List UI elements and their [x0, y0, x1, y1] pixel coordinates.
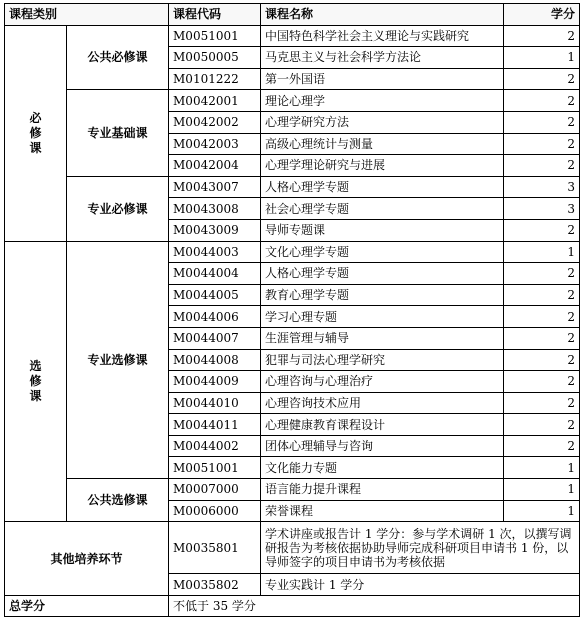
course-code: M0044002	[169, 435, 261, 457]
course-requirement: 专业实践计 1 学分	[261, 574, 580, 596]
course-name: 心理健康教育课程设计	[261, 414, 504, 436]
course-name: 人格心理学专题	[261, 263, 504, 285]
course-name: 高级心理统计与测量	[261, 133, 504, 155]
course-credit: 3	[504, 176, 580, 198]
course-credit: 1	[504, 47, 580, 69]
course-code: M0044005	[169, 284, 261, 306]
course-name: 人格心理学专题	[261, 176, 504, 198]
table-header-row	[5, 4, 580, 26]
course-name: 马克思主义与社会科学方法论	[261, 47, 504, 69]
course-credit: 1	[504, 457, 580, 479]
subgroup-public-elective: 公共选修课	[67, 479, 169, 522]
column-header-code: 课程代码	[169, 4, 261, 26]
course-name: 心理学研究方法	[261, 111, 504, 133]
course-code: M0042003	[169, 133, 261, 155]
course-credit: 2	[504, 435, 580, 457]
course-name: 生涯管理与辅导	[261, 327, 504, 349]
course-code: M0051001	[169, 25, 261, 47]
column-header-category: 课程类别	[5, 4, 169, 26]
table-row	[5, 25, 580, 47]
course-code: M0043009	[169, 219, 261, 241]
group-required: 必修课	[5, 25, 67, 241]
column-header-name: 课程名称	[261, 4, 504, 26]
course-name: 心理学理论研究与进展	[261, 155, 504, 177]
course-credit: 2	[504, 284, 580, 306]
course-code: M0051001	[169, 457, 261, 479]
course-credit: 2	[504, 155, 580, 177]
course-name: 第一外国语	[261, 68, 504, 90]
course-code: M0044004	[169, 263, 261, 285]
course-code: M0044003	[169, 241, 261, 263]
course-code: M0050005	[169, 47, 261, 69]
course-code: M0042004	[169, 155, 261, 177]
course-code: M0035801	[169, 522, 261, 574]
table-row	[5, 522, 580, 574]
course-name: 心理咨询技术应用	[261, 392, 504, 414]
course-credit: 2	[504, 263, 580, 285]
course-name: 团体心理辅导与咨询	[261, 435, 504, 457]
table-row	[5, 176, 580, 198]
table-row	[5, 595, 580, 617]
course-credit: 1	[504, 479, 580, 501]
course-credit: 2	[504, 219, 580, 241]
course-code: M0044008	[169, 349, 261, 371]
course-name: 文化心理学专题	[261, 241, 504, 263]
course-code: M0007000	[169, 479, 261, 501]
course-credit: 2	[504, 371, 580, 393]
course-name: 语言能力提升课程	[261, 479, 504, 501]
course-name: 文化能力专题	[261, 457, 504, 479]
course-name: 学习心理专题	[261, 306, 504, 328]
subgroup-major-elective: 专业选修课	[67, 241, 169, 479]
course-credit: 2	[504, 111, 580, 133]
course-code: M0044010	[169, 392, 261, 414]
course-code: M0043007	[169, 176, 261, 198]
course-credit: 2	[504, 327, 580, 349]
group-elective: 选修课	[5, 241, 67, 522]
other-training-label: 其他培养环节	[5, 522, 169, 596]
course-credit: 2	[504, 133, 580, 155]
course-credit: 2	[504, 90, 580, 112]
course-name: 社会心理学专题	[261, 198, 504, 220]
course-name: 理论心理学	[261, 90, 504, 112]
course-code: M0044006	[169, 306, 261, 328]
course-credit: 2	[504, 414, 580, 436]
total-credits-value: 不低于 35 学分	[169, 595, 580, 617]
course-name: 荣誉课程	[261, 500, 504, 522]
course-code: M0044007	[169, 327, 261, 349]
course-code: M0044011	[169, 414, 261, 436]
course-requirement: 学术讲座或报告计 1 学分：参与学术调研 1 次，以撰写调研报告为考核依据协助导师完成科研项目申请书 1 份，以导师签字的项目申请书为考核依据	[261, 522, 580, 574]
total-credits-label: 总学分	[5, 595, 169, 617]
course-credit: 2	[504, 68, 580, 90]
subgroup-public-required: 公共必修课	[67, 25, 169, 90]
course-credit: 3	[504, 198, 580, 220]
table-row	[5, 479, 580, 501]
course-name: 教育心理学专题	[261, 284, 504, 306]
course-code: M0042001	[169, 90, 261, 112]
table-row	[5, 241, 580, 263]
course-credit: 2	[504, 392, 580, 414]
course-credit: 2	[504, 306, 580, 328]
course-credit: 2	[504, 349, 580, 371]
subgroup-major-required: 专业必修课	[67, 176, 169, 241]
subgroup-major-basic: 专业基础课	[67, 90, 169, 176]
course-name: 导师专题课	[261, 219, 504, 241]
course-code: M0042002	[169, 111, 261, 133]
course-credit: 2	[504, 25, 580, 47]
course-name: 中国特色科学社会主义理论与实践研究	[261, 25, 504, 47]
course-code: M0006000	[169, 500, 261, 522]
course-code: M0043008	[169, 198, 261, 220]
course-credit: 1	[504, 500, 580, 522]
course-code: M0035802	[169, 574, 261, 596]
column-header-credit: 学分	[504, 4, 580, 26]
table-row	[5, 90, 580, 112]
course-credit: 1	[504, 241, 580, 263]
course-name: 犯罪与司法心理学研究	[261, 349, 504, 371]
curriculum-table	[4, 3, 580, 617]
course-code: M0044009	[169, 371, 261, 393]
course-name: 心理咨询与心理治疗	[261, 371, 504, 393]
course-code: M0101222	[169, 68, 261, 90]
